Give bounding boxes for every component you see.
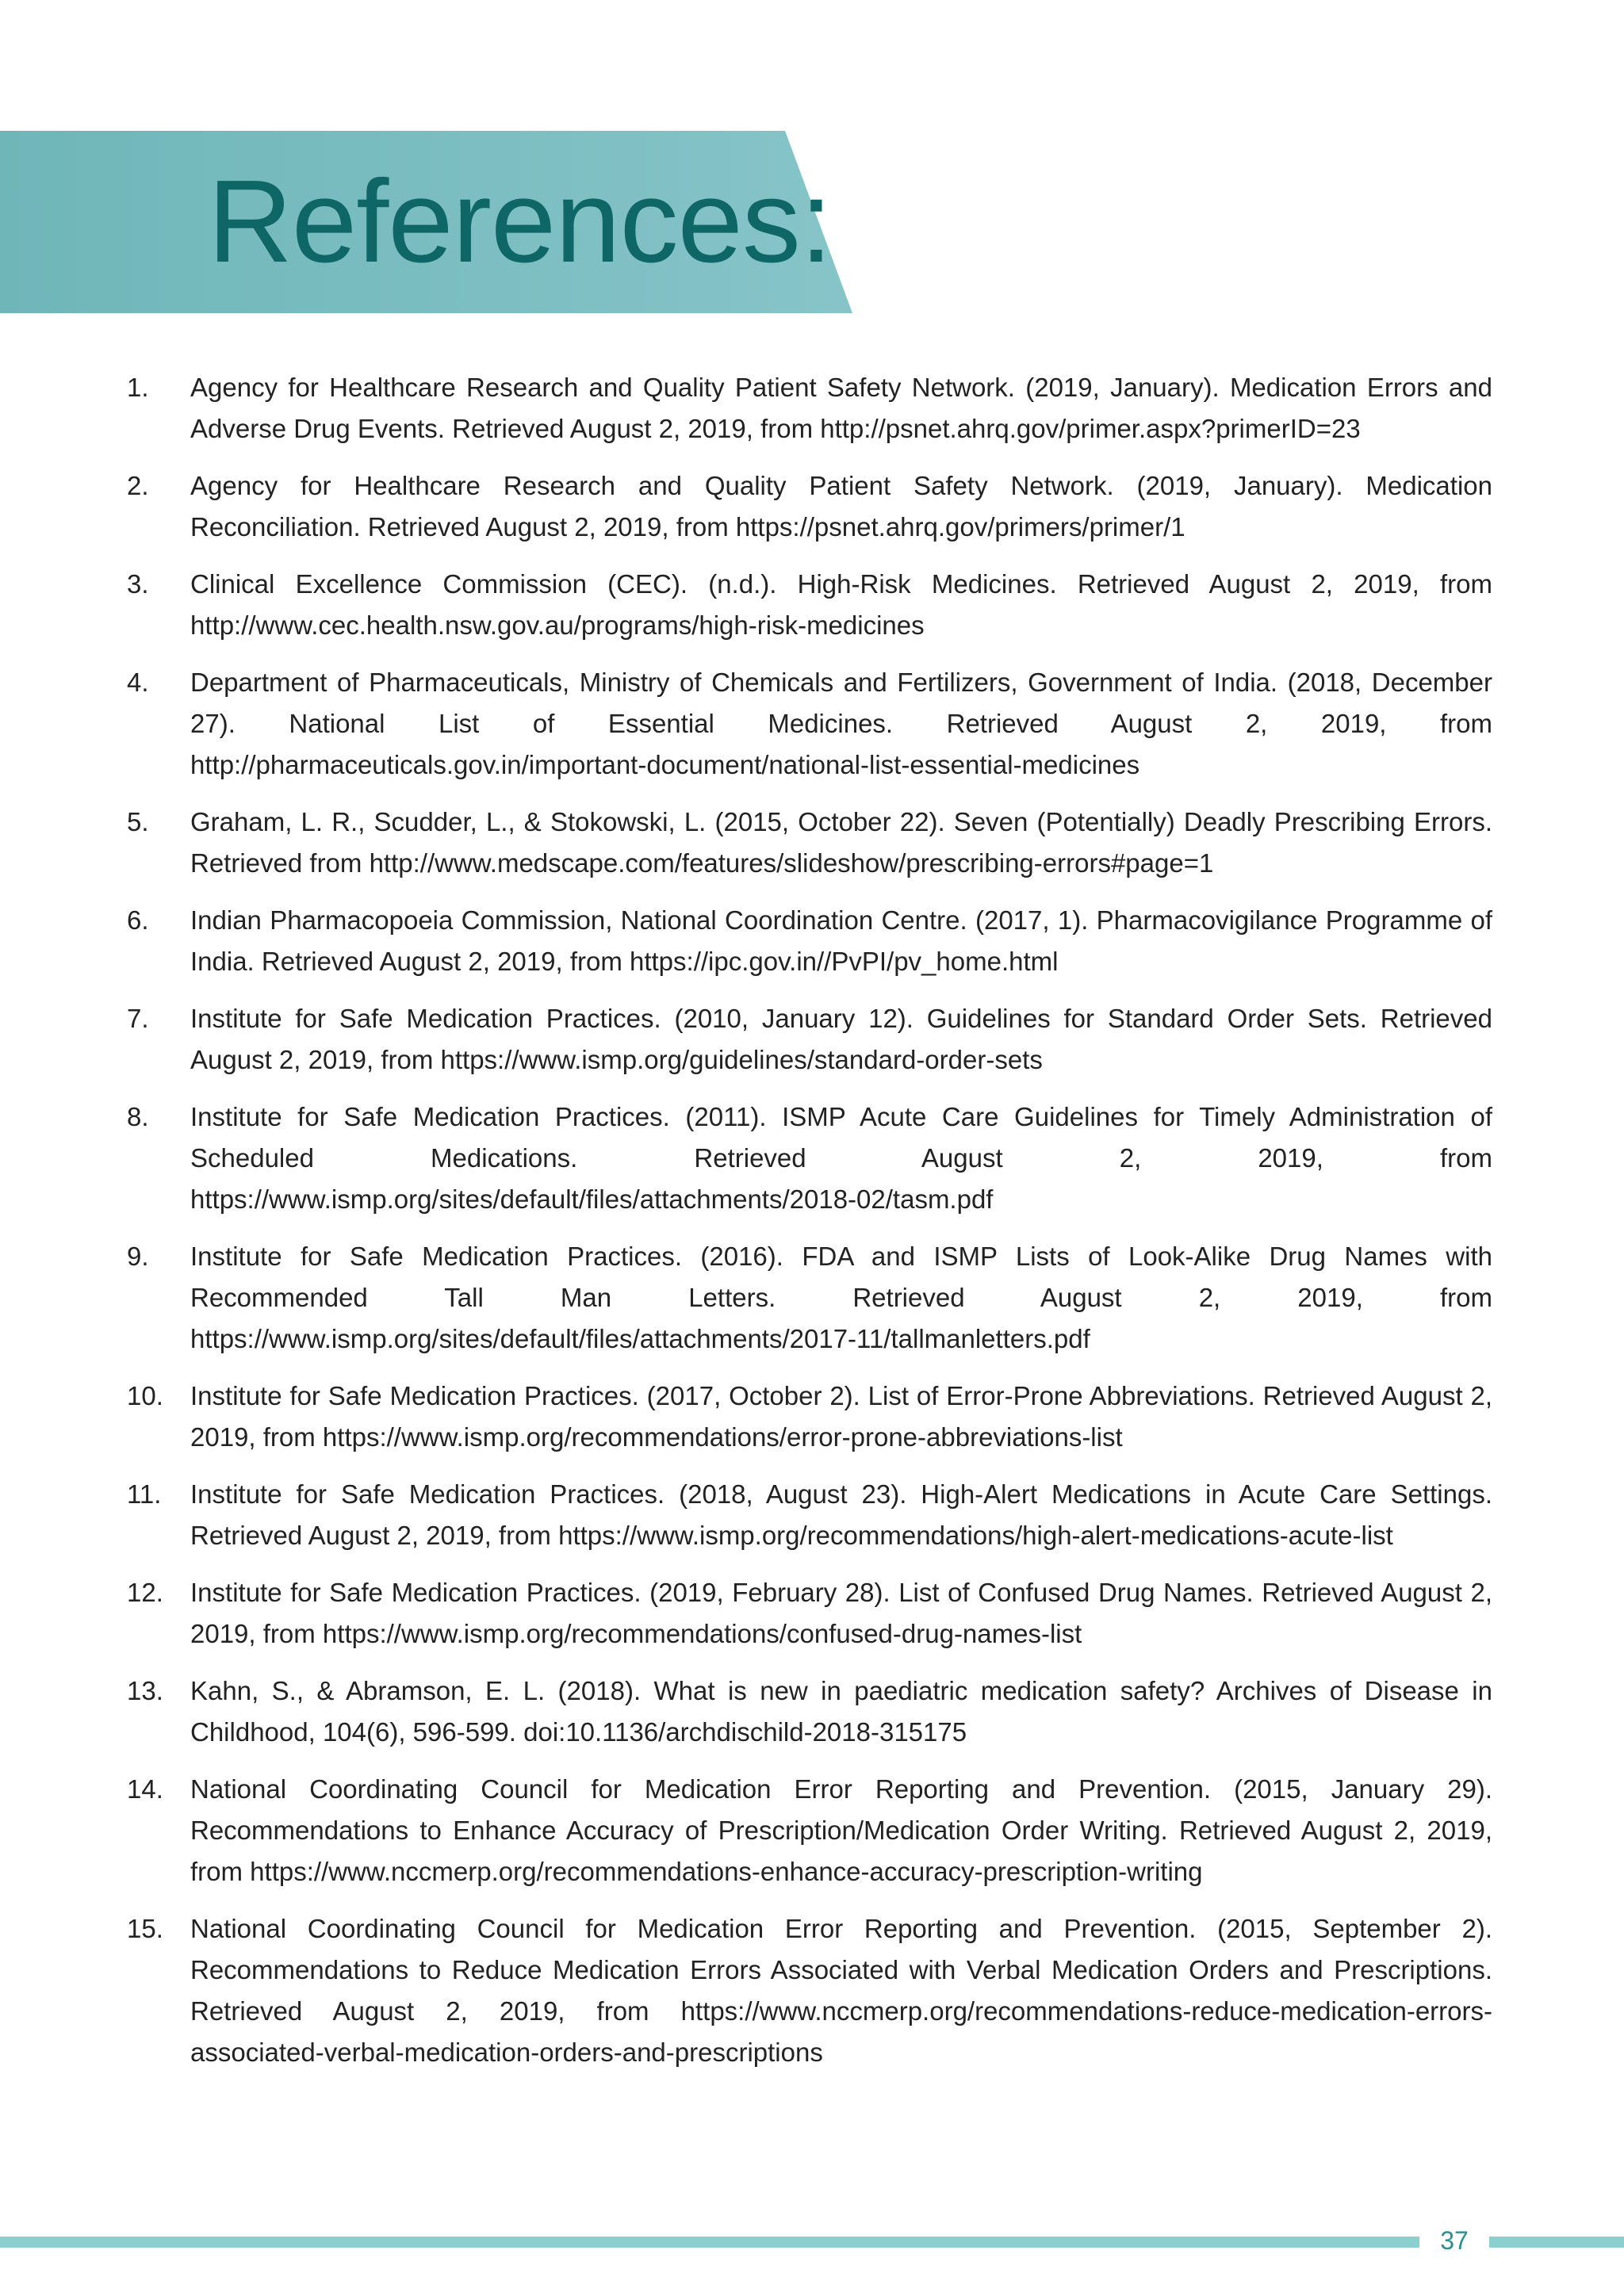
reference-text: Clinical Excellence Commission (CEC). (n.d.). High-Risk Medicines. Retrieved August 2, 2019, from http://www.cec.health.nsw.gov.au/programs/high-risk-medicines: [190, 569, 1492, 640]
reference-item: [127, 1769, 1492, 1892]
footer-bar-left: [0, 2237, 1419, 2248]
reference-item: [127, 662, 1492, 786]
reference-item: [127, 1236, 1492, 1360]
reference-item: [127, 1096, 1492, 1220]
page-number: 37: [1440, 2226, 1469, 2255]
footer-bar-right: [1489, 2237, 1624, 2248]
reference-text: National Coordinating Council for Medication Error Reporting and Prevention. (2015, September 2). Recommendations to Reduce Medication Errors Associated with Verbal Medication Orders and Prescriptions. Retrieved August 2, 2019, from https://www.nccmerp.org/recommendations-reduce-medication-errors-associated-verbal-medication-orders-and-prescriptions: [190, 1914, 1492, 2067]
reference-text: Indian Pharmacopoeia Commission, National Coordination Centre. (2017, 1). Pharmacovigilance Programme of India. Retrieved August 2, 2019, from https://ipc.gov.in//PvPI/pv_home.html: [190, 905, 1492, 976]
reference-item: [127, 367, 1492, 450]
reference-number: 4.: [127, 668, 149, 697]
reference-number: 7.: [127, 1004, 149, 1033]
reference-item: [127, 465, 1492, 548]
reference-item: [127, 1908, 1492, 2073]
reference-number: 6.: [127, 905, 149, 935]
reference-item: [127, 998, 1492, 1081]
reference-number: 10.: [127, 1381, 163, 1410]
reference-number: 9.: [127, 1242, 149, 1271]
reference-number: 2.: [127, 471, 149, 500]
reference-text: Agency for Healthcare Research and Quality Patient Safety Network. (2019, January). Medication Errors and Adverse Drug Events. Retrieved August 2, 2019, from http://psnet.ahrq.gov/primer.aspx?primerID=23: [190, 373, 1492, 443]
reference-number: 15.: [127, 1914, 163, 1943]
reference-number: 1.: [127, 373, 149, 402]
reference-number: 11.: [127, 1479, 162, 1509]
reference-item: [127, 1572, 1492, 1655]
page-title: References:: [208, 156, 832, 287]
reference-text: Institute for Safe Medication Practices. (2010, January 12). Guidelines for Standard Order Sets. Retrieved August 2, 2019, from https://www.ismp.org/guidelines/standard-order-sets: [190, 1004, 1492, 1074]
reference-text: Institute for Safe Medication Practices. (2011). ISMP Acute Care Guidelines for Timely Administration of Scheduled Medications. Retrieved August 2, 2019, from https://www.ismp.org/sites/default/files/attachments/2018-02/tasm.pdf: [190, 1102, 1492, 1214]
reference-item: [127, 1474, 1492, 1556]
reference-number: 5.: [127, 807, 149, 836]
reference-item: [127, 1670, 1492, 1753]
references-list: [127, 367, 1492, 2089]
reference-text: National Coordinating Council for Medication Error Reporting and Prevention. (2015, January 29). Recommendations to Enhance Accuracy of Prescription/Medication Order Writing. Retrieved August 2, 2019, from https://www.nccmerp.org/recommendations-enhance-accuracy-prescription-writing: [190, 1774, 1492, 1886]
reference-number: 14.: [127, 1774, 163, 1804]
reference-number: 3.: [127, 569, 149, 599]
reference-text: Institute for Safe Medication Practices. (2016). FDA and ISMP Lists of Look-Alike Drug Names with Recommended Tall Man Letters. Retrieved August 2, 2019, from https://www.ismp.org/sites/default/files/attachments/2017-11/tallmanletters.pdf: [190, 1242, 1492, 1353]
reference-number: 12.: [127, 1578, 163, 1607]
reference-text: Agency for Healthcare Research and Quality Patient Safety Network. (2019, January). Medication Reconciliation. Retrieved August 2, 2019, from https://psnet.ahrq.gov/primers/primer/1: [190, 471, 1492, 541]
reference-text: Institute for Safe Medication Practices. (2019, February 28). List of Confused Drug Names. Retrieved August 2, 2019, from https://www.ismp.org/recommendations/confused-drug-names-list: [190, 1578, 1492, 1648]
reference-number: 13.: [127, 1676, 163, 1705]
reference-item: [127, 900, 1492, 982]
reference-text: Department of Pharmaceuticals, Ministry of Chemicals and Fertilizers, Government of India. (2018, December 27). National List of Essential Medicines. Retrieved August 2, 2019, from http://pharmaceuticals.gov.in/important-document/national-list-essential-medicines: [190, 668, 1492, 779]
reference-number: 8.: [127, 1102, 149, 1131]
reference-item: [127, 564, 1492, 646]
reference-text: Institute for Safe Medication Practices. (2018, August 23). High-Alert Medications in Acute Care Settings. Retrieved August 2, 2019, from https://www.ismp.org/recommendations/high-alert-medications-acute-list: [190, 1479, 1492, 1550]
reference-text: Kahn, S., & Abramson, E. L. (2018). What is new in paediatric medication safety? Archives of Disease in Childhood, 104(6), 596-599. doi:10.1136/archdischild-2018-315175: [190, 1676, 1492, 1747]
reference-item: [127, 1376, 1492, 1458]
reference-text: Graham, L. R., Scudder, L., & Stokowski, L. (2015, October 22). Seven (Potentially) Deadly Prescribing Errors. Retrieved from http://www.medscape.com/features/slideshow/prescribing-errors#page=1: [190, 807, 1492, 878]
reference-item: [127, 802, 1492, 884]
reference-text: Institute for Safe Medication Practices. (2017, October 2). List of Error-Prone Abbreviations. Retrieved August 2, 2019, from https://www.ismp.org/recommendations/error-prone-abbreviations-list: [190, 1381, 1492, 1452]
